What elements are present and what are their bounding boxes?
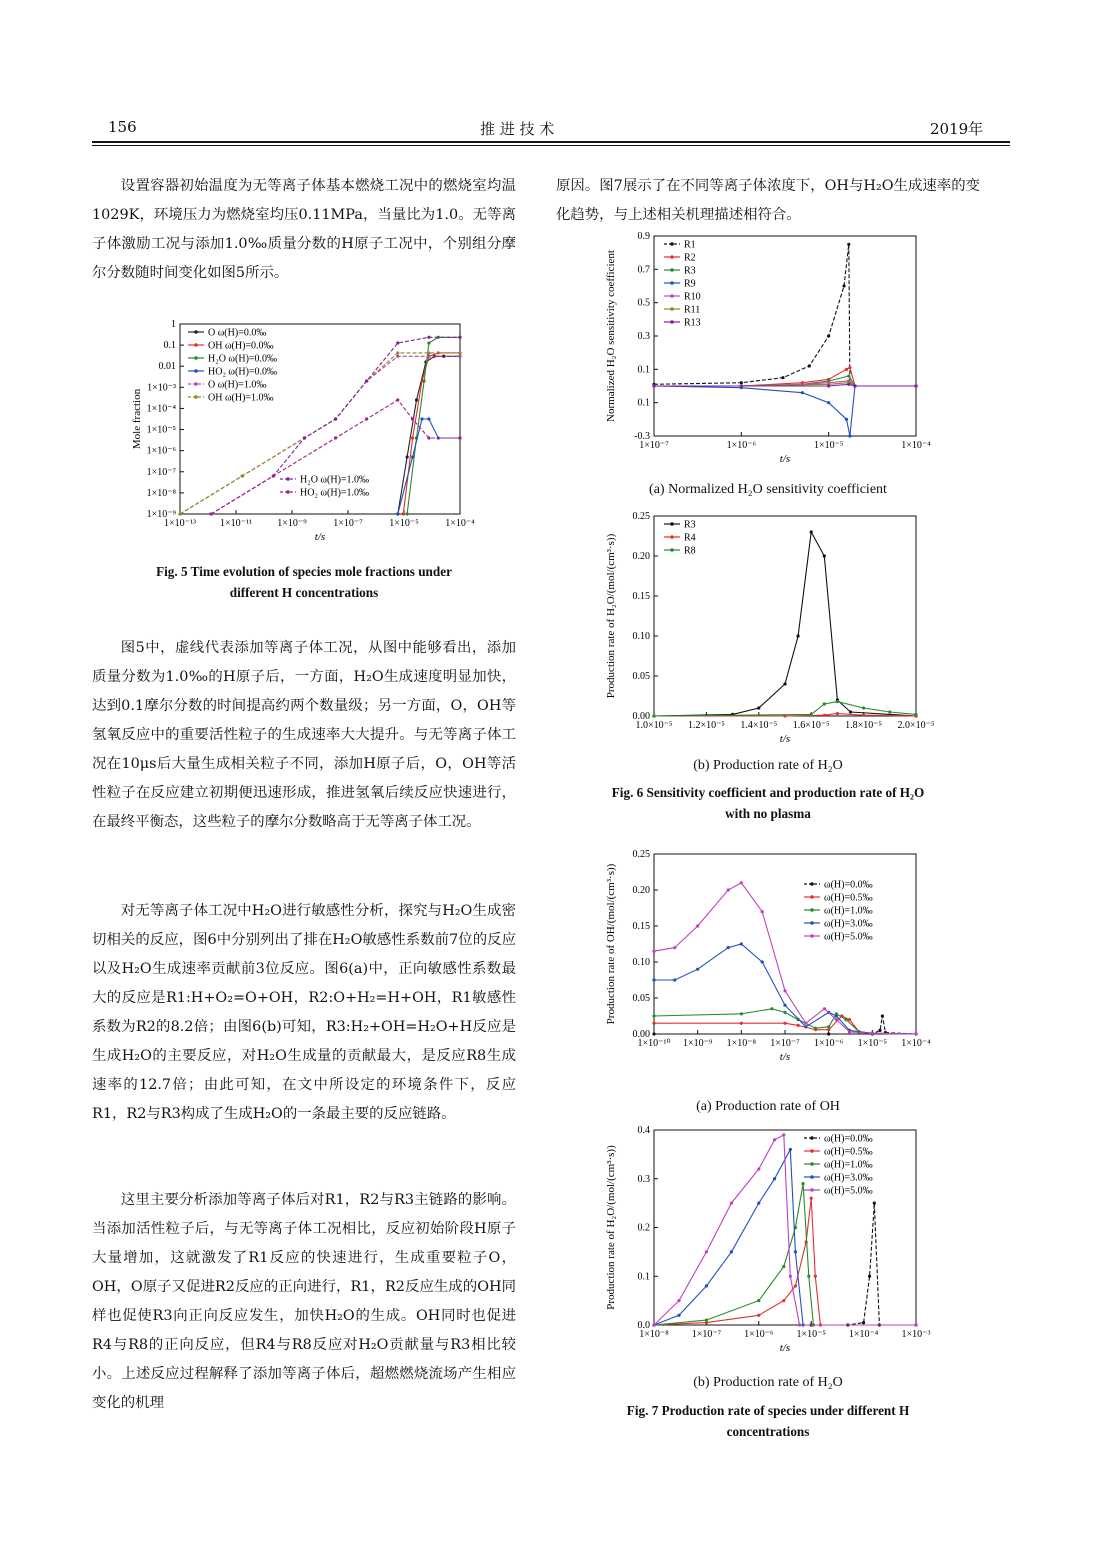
data-point	[730, 1250, 733, 1253]
data-point	[757, 1314, 760, 1317]
data-point	[652, 1014, 655, 1017]
data-point	[814, 1275, 817, 1278]
x-tick-label: 1×10⁻¹⁰	[637, 1038, 671, 1049]
y-tick-label: 0.0	[637, 1320, 650, 1331]
data-point	[848, 366, 851, 369]
legend-marker	[670, 535, 674, 539]
data-point	[458, 355, 461, 358]
data-point	[881, 1014, 884, 1017]
x-axis-label: t/s	[779, 733, 791, 745]
x-tick-label: 1×10⁻⁴	[901, 1038, 931, 1049]
x-tick-label: 1.6×10⁻⁵	[792, 720, 830, 731]
data-point	[823, 702, 826, 705]
legend-label: ω(H)=0.0‰	[824, 1133, 873, 1145]
data-point	[652, 1022, 655, 1025]
data-point	[862, 1321, 865, 1324]
data-point	[782, 1133, 785, 1136]
legend-marker	[286, 490, 290, 494]
data-point	[862, 706, 865, 709]
data-point	[272, 474, 275, 477]
data-point	[794, 1250, 797, 1253]
data-point	[178, 512, 181, 515]
y-tick-label: -0.3	[634, 431, 650, 442]
y-axis-label: Production rate of H₂O/(mol/(cm³·s))	[605, 1145, 617, 1310]
x-tick-label: 1×10⁻⁵	[857, 1038, 888, 1049]
y-tick-label: 0.1	[637, 1271, 650, 1283]
x-tick-label: 1×10⁻⁴	[848, 1329, 879, 1340]
data-point	[730, 1202, 733, 1205]
figure-7b-caption: (b) Production rate of H₂O	[693, 1375, 843, 1390]
legend-label: R1	[684, 239, 696, 251]
legend-marker	[194, 369, 198, 373]
y-tick-label: 0.05	[632, 993, 650, 1004]
legend-marker	[810, 895, 814, 899]
legend-label: H₂O ω(H)=1.0‰	[300, 474, 370, 486]
legend-label: R9	[684, 278, 696, 290]
y-tick-label: 0.9	[637, 231, 650, 242]
x-tick-label: 1×10⁻⁸	[639, 1329, 669, 1340]
figure-6b-caption: (b) Production rate of H₂O	[693, 758, 843, 773]
y-tick-label: 0.01	[158, 361, 176, 373]
data-point	[827, 1032, 830, 1035]
data-point	[427, 341, 430, 344]
legend-label: R13	[684, 317, 701, 329]
legend-label: R4	[684, 532, 696, 544]
data-point	[427, 436, 430, 439]
legend-label: ω(H)=1.0‰	[824, 1159, 873, 1171]
y-tick-label: 0.2	[637, 1222, 650, 1234]
data-point	[402, 512, 405, 515]
data-point	[827, 384, 830, 387]
x-tick-label: 1×10⁻⁶	[813, 1038, 844, 1049]
data-point	[705, 1319, 708, 1322]
series-line	[398, 356, 460, 514]
data-point	[847, 383, 850, 386]
figure-5-caption: Fig. 5 Time evolution of species mole fractions under different H concentrations	[156, 564, 452, 600]
data-point	[396, 398, 399, 401]
figure-7a-caption: (a) Production rate of OH	[696, 1099, 840, 1114]
x-tick-label: 1×10⁻⁷	[333, 518, 363, 529]
y-tick-label: 0.20	[632, 551, 650, 562]
y-tick-label: 1	[171, 319, 176, 330]
series-line	[654, 386, 916, 436]
data-point	[836, 712, 839, 715]
legend-marker	[670, 255, 674, 259]
data-point	[782, 1265, 785, 1268]
figure-7-caption: Fig. 7 Production rate of species under different H concentrations	[626, 1403, 910, 1439]
legend-marker	[670, 548, 674, 552]
legend-marker	[810, 1188, 814, 1192]
data-point	[773, 1177, 776, 1180]
y-tick-label: 0.15	[632, 591, 650, 602]
legend-label: ω(H)=1.0‰	[824, 905, 873, 917]
data-point	[836, 700, 839, 703]
legend-label: ω(H)=5.0‰	[824, 1185, 873, 1197]
data-point	[827, 1028, 830, 1031]
x-tick-label: 1×10⁻¹³	[164, 518, 196, 529]
x-tick-label: 1.2×10⁻⁵	[687, 720, 725, 731]
data-point	[847, 243, 850, 246]
data-point	[810, 1197, 813, 1200]
data-point	[411, 455, 414, 458]
x-tick-label: 1×10⁻⁷	[691, 1329, 722, 1340]
legend-marker	[670, 294, 674, 298]
x-tick-label: 1×10⁻⁴	[901, 440, 931, 451]
data-point	[914, 384, 917, 387]
data-point	[797, 1024, 800, 1027]
legend-label: OH ω(H)=0.0‰	[208, 340, 274, 352]
legend-label: R11	[684, 304, 701, 316]
figure-6b-chart	[596, 510, 941, 755]
legend-marker	[670, 320, 674, 324]
figure-6-caption: Fig. 6 Sensitivity coefficient and production rate of H₂O with no plasma	[611, 785, 925, 821]
legend-marker	[670, 268, 674, 272]
data-point	[757, 1299, 760, 1302]
data-point	[848, 1030, 851, 1033]
data-point	[210, 512, 213, 515]
data-point	[761, 960, 764, 963]
x-tick-label: 1.4×10⁻⁵	[740, 720, 778, 731]
plot-frame	[180, 324, 460, 514]
plot-frame	[654, 854, 916, 1034]
data-point	[798, 1323, 801, 1326]
data-point	[827, 1025, 830, 1028]
data-point	[827, 401, 830, 404]
data-point	[888, 710, 891, 713]
data-point	[422, 379, 425, 382]
y-tick-label: 0.20	[632, 885, 650, 896]
data-point	[727, 946, 730, 949]
data-point	[396, 355, 399, 358]
x-tick-label: 1×10⁻⁴	[445, 518, 475, 529]
x-tick-label: 1×10⁻¹¹	[220, 518, 252, 529]
figure-7b-chart	[596, 1124, 941, 1369]
header-rule	[92, 141, 1010, 143]
legend-label: R8	[684, 545, 696, 557]
x-tick-label: 1×10⁻⁵	[813, 440, 844, 451]
y-tick-label: 0.4	[637, 1125, 650, 1136]
data-point	[757, 1202, 760, 1205]
data-point	[807, 1275, 810, 1278]
legend-label: ω(H)=3.0‰	[824, 918, 873, 930]
data-point	[334, 436, 337, 439]
y-tick-label: 1×10⁻⁴	[146, 403, 176, 415]
data-point	[808, 364, 811, 367]
data-point	[673, 978, 676, 981]
data-point	[849, 710, 852, 713]
legend-marker	[194, 382, 198, 386]
data-point	[873, 1202, 876, 1205]
y-tick-label: 1×10⁻⁷	[146, 466, 176, 478]
data-point	[847, 374, 850, 377]
data-point	[652, 1032, 655, 1035]
legend-marker	[286, 477, 290, 481]
x-tick-label: 1×10⁻³	[901, 1329, 931, 1340]
x-tick-label: 1×10⁻⁷	[639, 440, 669, 451]
legend-label: R3	[684, 265, 696, 277]
data-point	[334, 417, 337, 420]
series-line	[398, 419, 460, 514]
y-tick-label: 0.1	[637, 397, 650, 409]
data-point	[804, 1025, 807, 1028]
series-line	[654, 1135, 916, 1325]
data-point	[740, 381, 743, 384]
data-point	[823, 714, 826, 717]
left-paragraph-2: 图5中，虚线代表添加等离子体工况，从图中能够看出，添加质量分数为1.0‰的H原子后，一方面，H₂O生成速度明显加快，达到0.1摩尔分数的时间提高约两个数量级；另一方面，O，OH等氢氧反应中的重要活性粒子的生成速率大大提升。与无等离子体工况在10μs后大量生成相关粒子不同，添加H原子后，O，OH等活性粒子在反应建立初期便迅速形成，推进氢氧后续反应快速进行，在最终平衡态，这些粒子的摩尔分数略高于无等离子体工况。	[92, 640, 516, 830]
legend-label: ω(H)=0.5‰	[824, 1146, 873, 1158]
legend-marker	[194, 330, 198, 334]
data-point	[868, 1275, 871, 1278]
x-axis-label: t/s	[314, 531, 326, 543]
data-point	[783, 989, 786, 992]
left-paragraph-3: 对无等离子体工况中H₂O进行敏感性分析，探究与H₂O生成密切相关的反应，图6中分别列出了排在H₂O敏感性系数前7位的反应以及H₂O生成速率贡献前3位反应。图6(a)中，正向敏感性系数最大的反应是R1:H+O₂=O+OH，R2:O+H₂=H+OH，R1敏感性系数为R2的8.2倍；由图6(b)可知，R3:H₂+OH=H₂O+H反应是生成H₂O的主要反应，对H₂O生成量的贡献最大，是反应R8生成速率的12.7倍；由此可知，在文中所设定的环境条件下，反应R1，R2与R3构成了生成H₂O的一条最主要的反应链路。	[92, 903, 516, 1122]
legend-marker	[810, 882, 814, 886]
y-tick-label: 0.05	[632, 671, 650, 682]
legend-marker	[810, 1136, 814, 1140]
data-point	[797, 634, 800, 637]
data-point	[770, 1007, 773, 1010]
header-rule-thin	[92, 145, 1010, 146]
data-point	[823, 554, 826, 557]
data-point	[810, 713, 813, 716]
data-point	[783, 682, 786, 685]
legend-label: ω(H)=5.0‰	[824, 931, 873, 943]
y-tick-label: 0.3	[637, 1173, 650, 1185]
data-point	[427, 417, 430, 420]
y-tick-label: 1×10⁻⁶	[146, 445, 176, 457]
y-tick-label: 1×10⁻⁹	[146, 509, 176, 520]
y-axis-label: Mole fraction	[131, 388, 143, 450]
data-point	[241, 474, 244, 477]
data-point	[696, 924, 699, 927]
data-point	[396, 512, 399, 515]
data-point	[411, 417, 414, 420]
y-tick-label: 0.25	[632, 511, 650, 522]
data-point	[789, 1275, 792, 1278]
x-tick-label: 1×10⁻⁷	[770, 1038, 800, 1049]
x-tick-label: 1×10⁻⁵	[796, 1329, 826, 1340]
data-point	[757, 706, 760, 709]
y-tick-label: 1×10⁻⁵	[146, 424, 176, 436]
legend-label: H₂O ω(H)=0.0‰	[208, 353, 278, 365]
legend-marker	[810, 1162, 814, 1166]
y-tick-label: 0.15	[632, 921, 650, 932]
x-tick-label: 1×10⁻⁹	[277, 518, 307, 529]
legend-marker	[670, 522, 674, 526]
y-tick-label: 0.00	[632, 711, 650, 722]
data-point	[740, 384, 743, 387]
figure-6a-caption: (a) Normalized H₂O sensitivity coefficient	[649, 482, 887, 497]
x-tick-label: 1.8×10⁻⁵	[845, 720, 883, 731]
legend-marker	[810, 908, 814, 912]
page-number: 156	[108, 118, 137, 136]
y-tick-label: 1×10⁻⁸	[146, 487, 176, 499]
data-point	[914, 1323, 917, 1326]
data-point	[845, 368, 848, 371]
data-point	[740, 1012, 743, 1015]
y-tick-label: 1×10⁻³	[147, 382, 176, 394]
series-line	[403, 353, 460, 514]
data-point	[652, 384, 655, 387]
data-point	[427, 336, 430, 339]
legend-marker	[670, 307, 674, 311]
data-point	[801, 1182, 804, 1185]
right-paragraph-1: 原因。图7展示了在不同等离子体浓度下，OH与H₂O生成速率的变化趋势，与上述相关机理描述相符合。	[556, 178, 980, 223]
data-point	[835, 1014, 838, 1017]
legend-label: HO₂ ω(H)=0.0‰	[208, 366, 278, 378]
y-tick-label: 0.7	[637, 264, 650, 276]
legend-marker	[194, 356, 198, 360]
data-point	[458, 436, 461, 439]
data-point	[396, 341, 399, 344]
data-point	[801, 391, 804, 394]
data-point	[848, 1018, 851, 1021]
data-point	[365, 417, 368, 420]
year: 2019年	[930, 120, 984, 138]
data-point	[827, 334, 830, 337]
x-tick-label: 2.0×10⁻⁵	[897, 720, 935, 731]
data-point	[415, 398, 418, 401]
data-point	[652, 1323, 655, 1326]
data-point	[844, 1018, 847, 1021]
legend-marker	[810, 1175, 814, 1179]
legend-marker	[670, 281, 674, 285]
data-point	[757, 1167, 760, 1170]
data-point	[677, 1314, 680, 1317]
data-point	[673, 946, 676, 949]
figure-5-chart	[120, 318, 490, 558]
legend-marker	[810, 934, 814, 938]
data-point	[303, 436, 306, 439]
data-point	[845, 418, 848, 421]
left-paragraph-1: 设置容器初始温度为无等离子体基本燃烧工况中的燃烧室均温1029K，环境压力为燃烧室均压0.11MPa，当量比为1.0。无等离子体激励工况与添加1.0‰质量分数的H原子工况中，个别组分摩尔分数随时间变化如图5所示。	[92, 178, 516, 281]
x-tick-label: 1×10⁻⁵	[389, 518, 419, 529]
data-point	[781, 376, 784, 379]
data-point	[396, 351, 399, 354]
x-axis-label: t/s	[779, 1051, 791, 1063]
data-point	[804, 1022, 807, 1025]
legend-label: ω(H)=0.0‰	[824, 879, 873, 891]
legend-marker	[670, 242, 674, 246]
data-point	[740, 942, 743, 945]
data-point	[783, 1022, 786, 1025]
y-tick-label: 0.25	[632, 849, 650, 860]
data-point	[406, 512, 409, 515]
data-point	[696, 968, 699, 971]
data-point	[652, 714, 655, 717]
journal-title: 推 进 技 术	[480, 120, 555, 138]
data-point	[420, 417, 423, 420]
legend-label: O ω(H)=0.0‰	[208, 327, 267, 339]
y-tick-label: 0.00	[632, 1029, 650, 1040]
data-point	[814, 1027, 817, 1030]
left-paragraph-4: 这里主要分析添加等离子体后对R1，R2与R3主链路的影响。当添加活性粒子后，与无等离子体工况相比，反应初始阶段H原子大量增加，这就激发了R1反应的快速进行，生成重要粒子O，OH，O原子又促进R2反应的正向进行，R1，R2反应生成的OH同样也促使R3向正向反应发生，加快H₂O的生成。OH同时也促进R4与R8的正向反应，但R4与R8反应对H₂O贡献量与R3相比较小。上述反应过程解释了添加等离子体后，超燃燃烧流场产生相应变化的机理	[92, 1192, 516, 1411]
data-point	[871, 1032, 874, 1035]
data-point	[740, 881, 743, 884]
legend-marker	[810, 921, 814, 925]
legend-label: R3	[684, 519, 696, 531]
data-point	[411, 436, 414, 439]
data-point	[727, 888, 730, 891]
data-point	[782, 1299, 785, 1302]
data-point	[740, 1022, 743, 1025]
data-point	[789, 1148, 792, 1151]
y-tick-label: 0.10	[632, 631, 650, 642]
legend-label: R10	[684, 291, 701, 303]
data-point	[761, 910, 764, 913]
data-point	[862, 714, 865, 717]
data-point	[835, 1018, 838, 1021]
data-point	[677, 1299, 680, 1302]
x-tick-label: 1×10⁻⁶	[726, 440, 757, 451]
y-tick-label: 0.1	[637, 364, 650, 376]
data-point	[853, 384, 856, 387]
data-point	[842, 284, 845, 287]
legend-label: ω(H)=0.5‰	[824, 892, 873, 904]
y-tick-label: 0.10	[632, 957, 650, 968]
data-point	[705, 1250, 708, 1253]
legend-marker	[194, 343, 198, 347]
x-tick-label: 1×10⁻⁸	[726, 1038, 757, 1049]
legend-marker	[194, 395, 198, 399]
data-point	[878, 1029, 881, 1032]
data-point	[773, 1138, 776, 1141]
y-axis-label: Production rate of H₂O/(mol/(cm³·s))	[605, 533, 617, 699]
data-point	[458, 336, 461, 339]
legend-label: HO₂ ω(H)=1.0‰	[300, 487, 370, 499]
data-point	[783, 1011, 786, 1014]
y-tick-label: 0.1	[163, 340, 176, 352]
x-tick-label: 1×10⁻⁹	[682, 1038, 713, 1049]
x-axis-label: t/s	[779, 1342, 791, 1354]
data-point	[794, 1284, 797, 1287]
data-point	[427, 351, 430, 354]
data-point	[427, 355, 430, 358]
data-point	[783, 1004, 786, 1007]
figure-7a-chart	[596, 848, 941, 1093]
legend-marker	[810, 1149, 814, 1153]
x-axis-label: t/s	[779, 453, 791, 465]
legend-label: OH ω(H)=1.0‰	[208, 392, 274, 404]
legend-label: R2	[684, 252, 696, 264]
series-line	[654, 532, 916, 716]
y-axis-label: Production rate of OH/(mol/(cm³·s))	[605, 863, 617, 1025]
x-tick-label: 1×10⁻⁶	[744, 1329, 774, 1340]
data-point	[652, 950, 655, 953]
x-tick-label: 1.0×10⁻⁵	[635, 720, 673, 731]
data-point	[406, 455, 409, 458]
figure-6a-chart	[596, 230, 941, 475]
y-tick-label: 0.3	[637, 331, 650, 342]
legend-label: O ω(H)=1.0‰	[208, 379, 267, 391]
data-point	[914, 713, 917, 716]
data-point	[705, 1284, 708, 1287]
y-tick-label: 0.5	[637, 297, 650, 309]
data-point	[823, 1007, 826, 1010]
legend-label: ω(H)=3.0‰	[824, 1172, 873, 1184]
data-point	[652, 978, 655, 981]
data-point	[458, 351, 461, 354]
data-point	[810, 530, 813, 533]
data-point	[365, 379, 368, 382]
y-axis-label: Normalized H₂O sensitivity coefficient	[605, 250, 617, 422]
data-point	[848, 434, 851, 437]
data-point	[914, 1032, 917, 1035]
